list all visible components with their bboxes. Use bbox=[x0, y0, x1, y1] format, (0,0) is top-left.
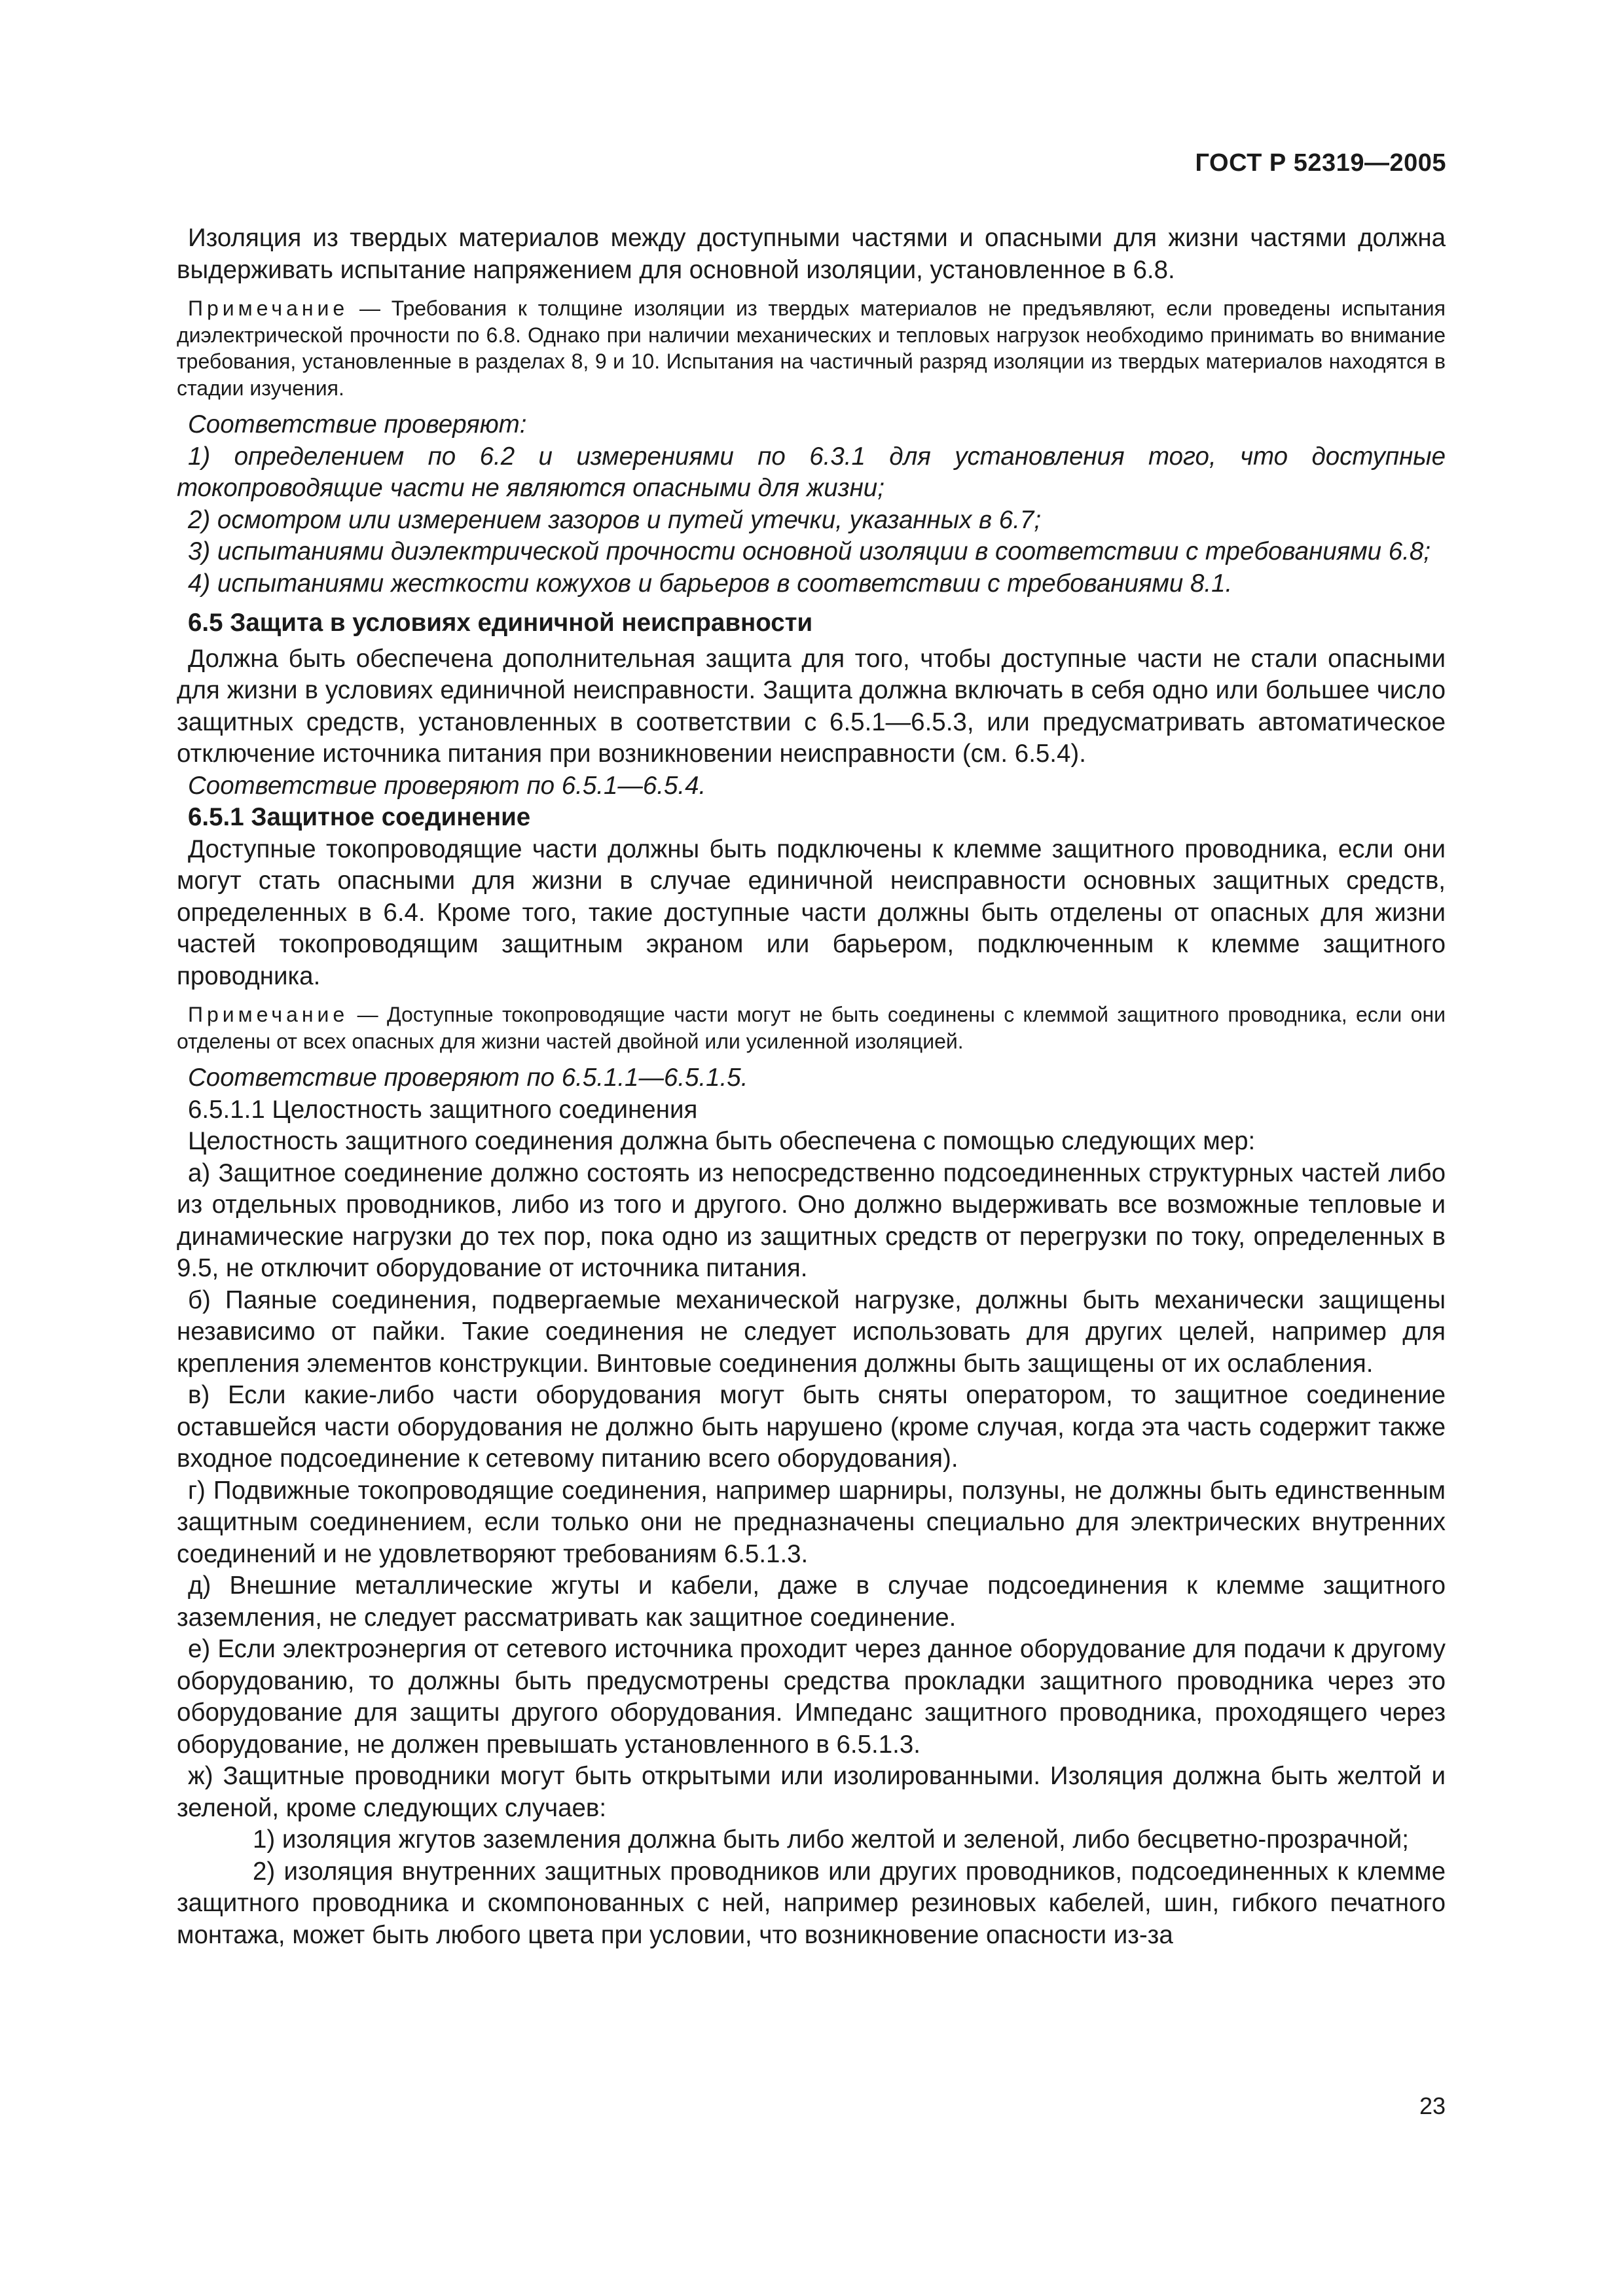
compliance-check: Соответствие проверяют по 6.5.1—6.5.4. bbox=[188, 771, 706, 800]
note-text: — Требования к толщине изоляции из твердых материалов не предъявляют, если проведены испытания диэлектрической прочности по 6.8. Однако при наличии механических и тепловых нагрузок необходимо принимать во внимание требования, установленные в разделах 8, 9 и 10. Испытания на частичный разряд изоляции из твердых материалов находятся в стадии изучения. bbox=[177, 296, 1446, 400]
sub-list-item: 2) изоляция внутренних защитных проводников или других проводников, подсоединенных к клемме защитного проводника и скомпонованных с ней, например резиновых кабелей, шин, гибкого печатного монтажа, может быть любого цвета при условии, что возникновение опасности из-за bbox=[177, 1857, 1446, 1949]
list-item: 2) осмотром или измерением зазоров и путей утечки, указанных в 6.7; bbox=[188, 505, 1042, 534]
list-item: д) Внешние металлические жгуты и кабели, даже в случае подсоединения к клемме защитного заземления, не следует рассматривать как защитное соединение. bbox=[177, 1571, 1446, 1632]
document-body bbox=[177, 223, 1446, 1951]
standard-header: ГОСТ Р 52319—2005 bbox=[1195, 149, 1446, 177]
list-item: б) Паяные соединения, подвергаемые механической нагрузке, должны быть механически защищены независимо от пайки. Такие соединения не следует использовать для других целей, например для крепления элементов конструкции. Винтовые соединения должны быть защищены от их ослабления. bbox=[177, 1285, 1446, 1378]
page-number: 23 bbox=[1419, 2092, 1446, 2119]
compliance-check: Соответствие проверяют: bbox=[188, 410, 527, 439]
note-label: Примечание bbox=[188, 1003, 349, 1026]
compliance-check: Соответствие проверяют по 6.5.1.1—6.5.1.5. bbox=[188, 1064, 748, 1092]
sub-list-item: 1) изоляция жгутов заземления должна быть либо желтой и зеленой, либо бесцветно-прозрачной; bbox=[253, 1825, 1409, 1854]
list-item: 3) испытаниями диэлектрической прочности основной изоляции в соответствии с требованиями 6.8; bbox=[188, 537, 1431, 565]
list-item: ж) Защитные проводники могут быть открытыми или изолированными. Изоляция должна быть желтой и зеленой, кроме следующих случаев: bbox=[177, 1762, 1446, 1822]
note-label: Примечание bbox=[188, 296, 349, 320]
paragraph: Целостность защитного соединения должна быть обеспечена с помощью следующих мер: bbox=[188, 1127, 1256, 1155]
note bbox=[177, 295, 1446, 401]
list-item: г) Подвижные токопроводящие соединения, например шарниры, ползуны, не должны быть единственным защитным соединением, если только они не предназначены специально для электрических внутренних соединений и не удовлетворяют требованиям 6.5.1.3. bbox=[177, 1476, 1446, 1568]
list-item: а) Защитное соединение должно состоять из непосредственно подсоединенных структурных частей либо из отдельных проводников, либо из того и другого. Оно должно выдерживать все возможные тепловые и динамические нагрузки до тех пор, пока одно из защитных средств от перегрузки по току, определенных в 9.5, не отключит оборудование от источника питания. bbox=[177, 1158, 1446, 1282]
list-item: 1) определением по 6.2 и измерениями по 6.3.1 для установления того, что доступные токопроводящие части не являются опасными для жизни; bbox=[177, 442, 1446, 502]
clause-title: 6.5.1.1 Целостность защитного соединения bbox=[188, 1095, 698, 1124]
note-text: — Доступные токопроводящие части могут не быть соединены с клеммой защитного проводника, если они отделены от всех опасных для жизни частей двойной или усиленной изоляцией. bbox=[177, 1003, 1446, 1053]
subsection-heading: 6.5.1 Защитное соединение bbox=[188, 803, 531, 831]
list-item: в) Если какие-либо части оборудования могут быть сняты оператором, то защитное соединение оставшейся части оборудования не должно быть нарушено (кроме случая, когда эта часть содержит также входное подсоединение к сетевому питанию всего оборудования). bbox=[177, 1381, 1446, 1473]
paragraph: Изоляция из твердых материалов между доступными частями и опасными для жизни частями должна выдерживать испытание напряжением для основной изоляции, установленное в 6.8. bbox=[177, 224, 1446, 284]
note bbox=[177, 1001, 1446, 1054]
paragraph: Доступные токопроводящие части должны быть подключены к клемме защитного проводника, если они могут стать опасными для жизни в случае единичной неисправности основных защитных средств, определенных в 6.4. Кроме того, такие доступные части должны быть отделены от опасных для жизни частей токопроводящим защитным экраном или барьером, подключенным к клемме защитного проводника. bbox=[177, 834, 1446, 990]
paragraph: Должна быть обеспечена дополнительная защита для того, чтобы доступные части не стали опасными для жизни в условиях единичной неисправности. Защита должна включать в себя одно или большее число защитных средств, установленных в соответствии с 6.5.1—6.5.3, или предусматривать автоматическое отключение источника питания при возникновении неисправности (см. 6.5.4). bbox=[177, 644, 1446, 768]
section-heading: 6.5 Защита в условиях единичной неисправности bbox=[188, 609, 813, 637]
list-item: е) Если электроэнергия от сетевого источника проходит через данное оборудование для подачи к другому оборудованию, то должны быть предусмотрены средства прокладки защитного проводника через это оборудование для защиты другого оборудования. Импеданс защитного проводника, проходящего через оборудование, не должен превышать установленного в 6.5.1.3. bbox=[177, 1635, 1446, 1759]
list-item: 4) испытаниями жесткости кожухов и барьеров в соответствии с требованиями 8.1. bbox=[188, 569, 1233, 598]
